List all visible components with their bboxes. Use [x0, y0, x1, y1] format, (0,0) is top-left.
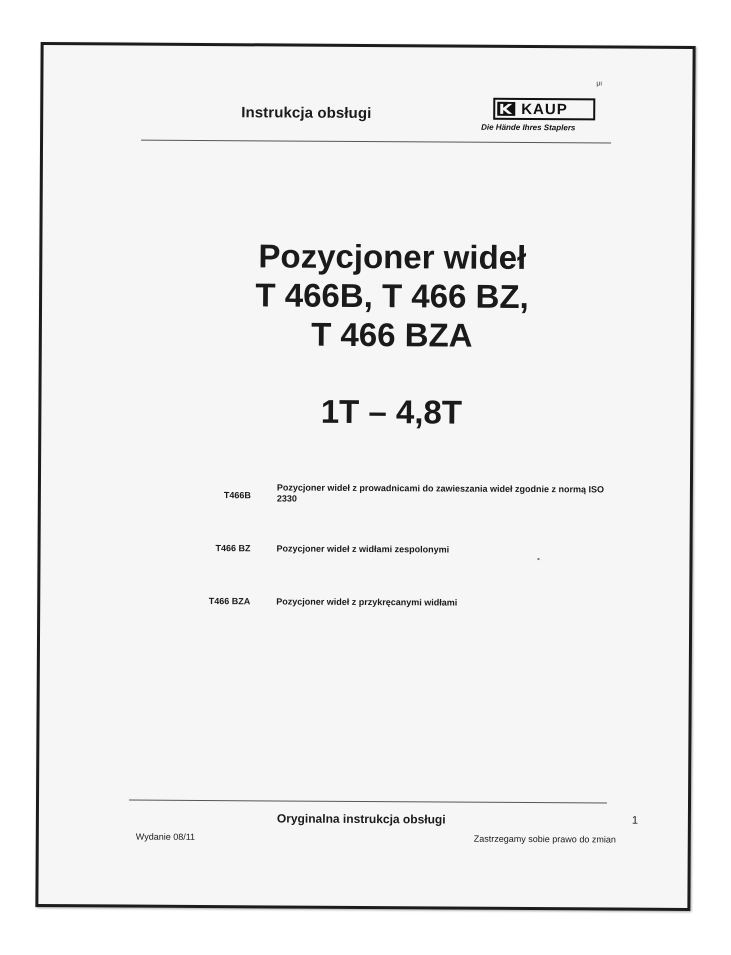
main-title	[192, 236, 593, 355]
rights-notice: Zastrzegamy sobie prawo do zmian	[473, 833, 616, 845]
dust-speck	[537, 558, 539, 560]
capacity-range: 1T – 4,8T	[320, 392, 463, 431]
header-title: Instrukcja obsługi	[241, 104, 372, 123]
model-code: T466 BZ	[215, 543, 251, 554]
edition-label: Wydanie 08/11	[135, 831, 196, 842]
main-title-line: T 466 BZA	[311, 315, 473, 354]
model-description: Pozycjoner wideł z przykręcanymi widłami	[276, 596, 458, 608]
footer-divider	[129, 800, 607, 804]
logo-frame	[493, 98, 595, 121]
model-code: T466 BZA	[208, 596, 251, 607]
main-title-line: T 466B, T 466 BZ,	[255, 276, 529, 315]
document-page	[35, 42, 695, 911]
model-row	[190, 596, 610, 608]
main-title-line: Pozycjoner wideł	[258, 237, 527, 276]
header-divider	[141, 140, 611, 144]
model-description: Pozycjoner wideł z prowadnicami do zawieszania wideł zgodnie z normą ISO 2330	[276, 482, 605, 504]
model-row	[191, 543, 611, 555]
kaup-logo	[481, 98, 597, 135]
model-row	[191, 482, 611, 504]
model-description: Pozycjoner wideł z widłami zespolonymi	[276, 543, 450, 555]
logo-text: KAUP	[521, 100, 568, 119]
footer-title: Oryginalna instrukcja obsługi	[276, 811, 446, 827]
page-mark: μι	[596, 80, 603, 88]
model-code: T466B	[223, 490, 251, 501]
page-number: 1	[631, 814, 639, 827]
logo-k-icon	[497, 102, 515, 116]
logo-slogan: Die Hände Ihres Staplers	[481, 122, 576, 133]
